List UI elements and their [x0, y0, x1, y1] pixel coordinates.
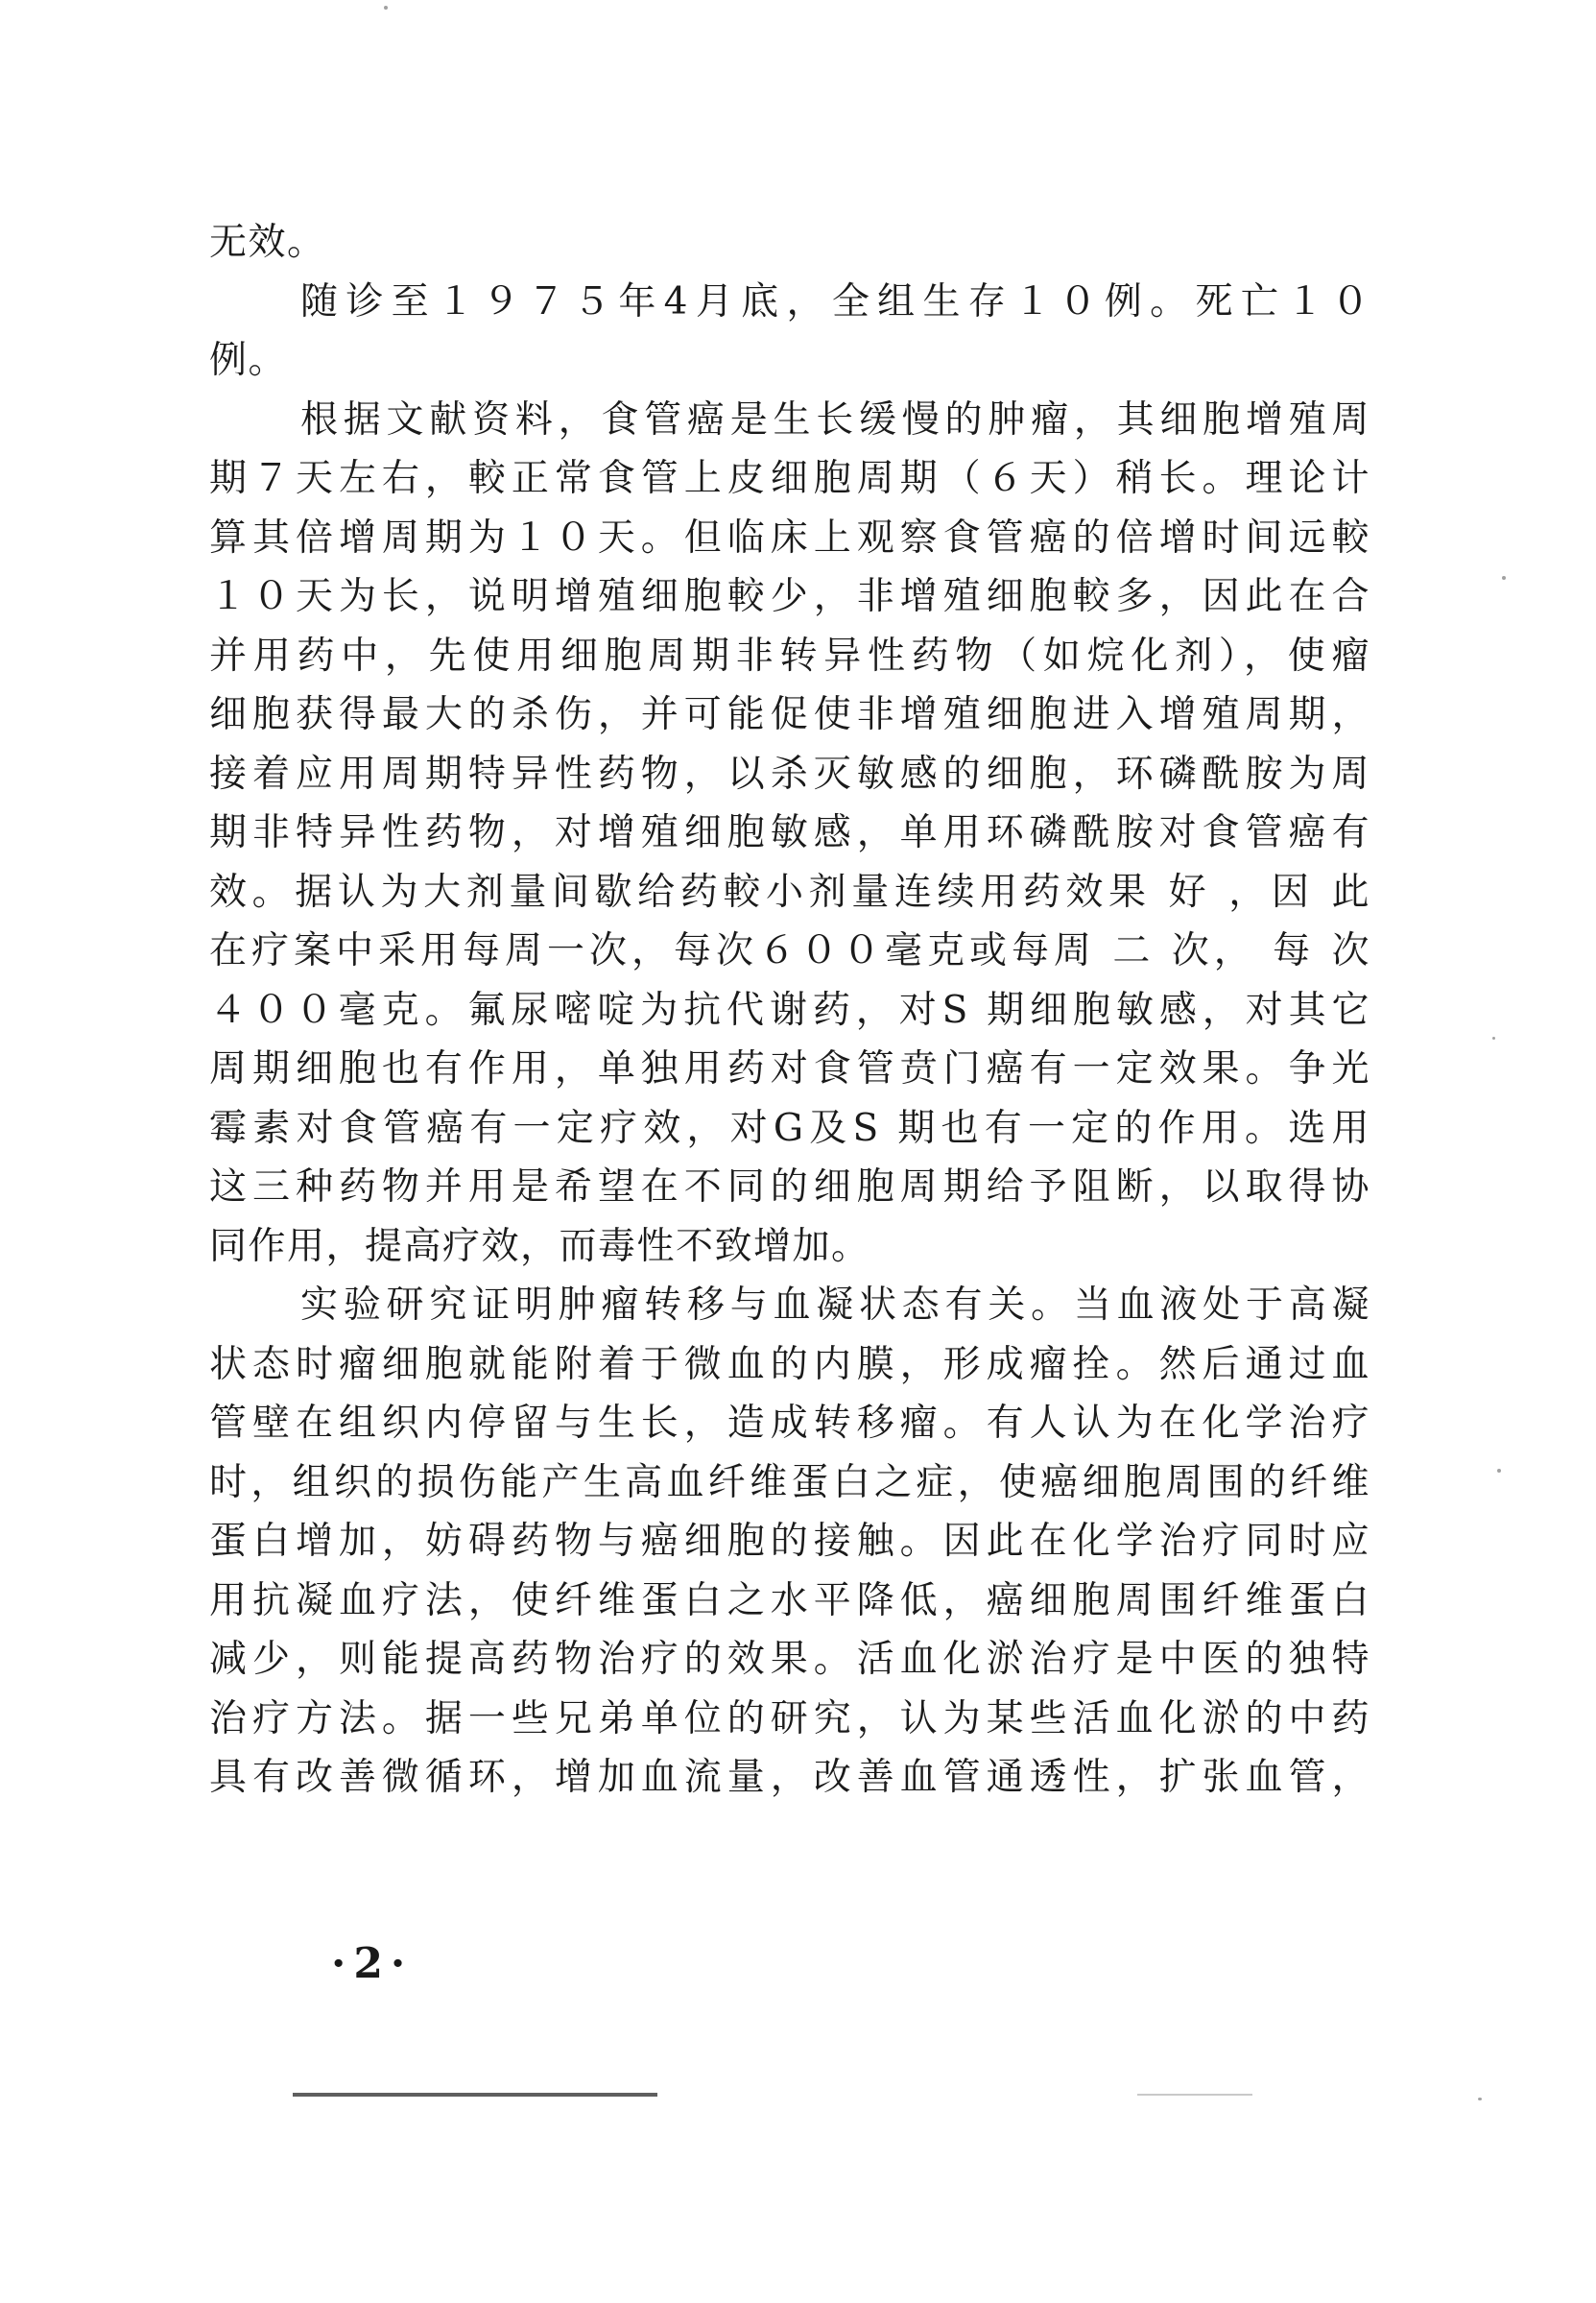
text-line: 具有改善微循环，增加血流量，改善血管通透性，扩张血管， [209, 1756, 1370, 1799]
text-line: 随诊至１９７５年4月底，全组生存１０例。死亡１０ [300, 279, 1370, 324]
text-line: 治疗方法。据一些兄弟单位的研究，认为某些活血化淤的中药 [209, 1696, 1370, 1740]
text-line: 管壁在组织内停留与生长，造成转移瘤。有人认为在化学治疗 [209, 1402, 1370, 1445]
text-line: 用抗凝血疗法，使纤维蛋白之水平降低，癌细胞周围纤维蛋白 [209, 1578, 1370, 1622]
text-line: 霉素对食管癌有一定疗效，对G及S 期也有一定的作用。选用 [209, 1106, 1370, 1150]
scan-speck [1492, 1037, 1495, 1040]
body-text [209, 213, 1370, 1808]
text-line: 算其倍增周期为１０天。但临床上观察食管癌的倍增时间远較 [209, 516, 1370, 560]
text-line: 无效。 [209, 221, 326, 264]
scan-speck [1497, 1469, 1501, 1473]
scan-speck [1478, 2098, 1482, 2100]
bottom-rule [293, 2093, 657, 2097]
text-line: 同作用，提高疗效，而毒性不致增加。 [209, 1224, 870, 1268]
page-number: ·2· [331, 1939, 414, 1988]
bottom-rule-faint [1137, 2094, 1252, 2096]
text-line: 蛋白增加，妨碍药物与癌细胞的接触。因此在化学治疗同时应 [209, 1520, 1370, 1563]
text-line: 接着应用周期特异性药物，以杀灭敏感的细胞，环磷酰胺为周 [209, 752, 1370, 796]
text-line: ４００毫克。氟尿嘧啶为抗代谢药，对S 期细胞敏感，对其它 [209, 988, 1370, 1032]
text-line: 期非特异性药物，对增殖细胞敏感，单用环磷酰胺对食管癌有 [209, 811, 1370, 854]
text-line: 时，组织的损伤能产生高血纤维蛋白之症，使癌细胞周围的纤维 [209, 1460, 1370, 1504]
text-line: 细胞获得最大的杀伤，并可能促使非增殖细胞进入增殖周期， [209, 693, 1370, 736]
text-line: 状态时瘤细胞就能附着于微血的内膜，形成瘤拴。然后通过血 [209, 1342, 1370, 1386]
text-line: 期７天左右，較正常食管上皮细胞周期（６天）稍长。理论计 [209, 457, 1370, 500]
text-line: 实验研究证明肿瘤转移与血凝状态有关。当血液处于高凝 [300, 1283, 1370, 1327]
text-line: 在疗案中采用每周一次，每次６００毫克或每周 二 次， 每 次 [209, 929, 1370, 972]
text-line: 并用药中，先使用细胞周期非转异性药物（如烷化剂），使瘤 [209, 634, 1370, 678]
scan-speck [1502, 576, 1506, 580]
scan-speck [384, 6, 388, 10]
text-line: 这三种药物并用是希望在不同的细胞周期给予阻断，以取得协 [209, 1165, 1370, 1209]
text-line: １０天为长，说明增殖细胞較少，非增殖细胞較多，因此在合 [209, 575, 1370, 618]
text-line: 例。 [209, 339, 288, 382]
text-line: 周期细胞也有作用，单独用药对食管贲门癌有一定效果。争光 [209, 1047, 1370, 1091]
text-line: 效。据认为大剂量间歇给药較小剂量连续用药效果 好 ，因 此 [209, 870, 1370, 914]
text-line: 减少，则能提高药物治疗的效果。活血化淤治疗是中医的独特 [209, 1638, 1370, 1681]
text-line: 根据文献资料，食管癌是生长缓慢的肿瘤，其细胞增殖周 [300, 397, 1370, 442]
